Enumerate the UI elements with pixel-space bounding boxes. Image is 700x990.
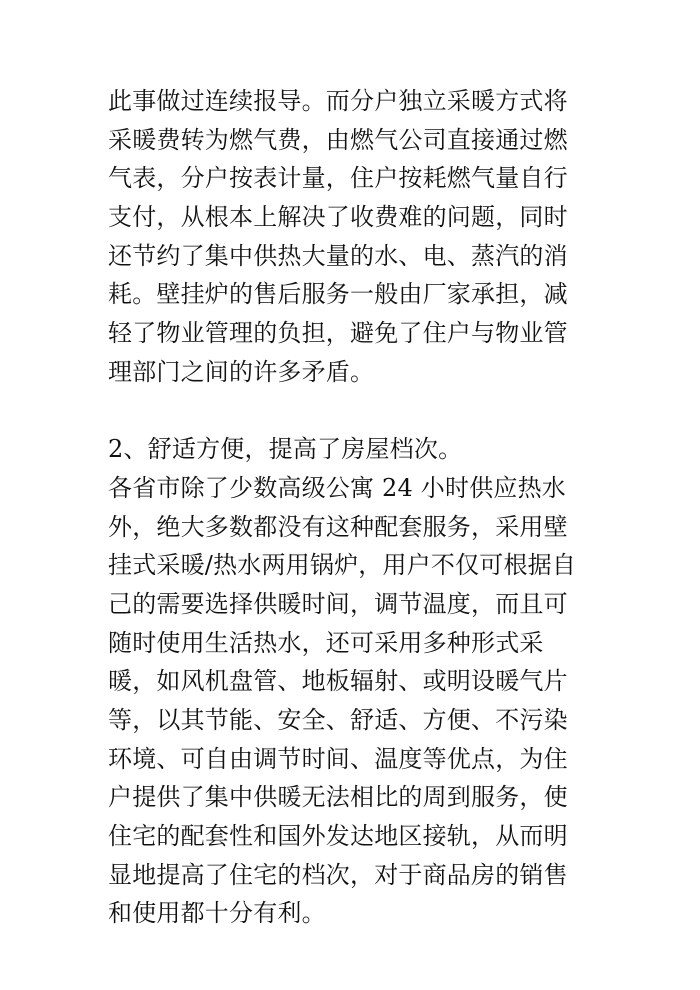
text-line: 理部门之间的许多矛盾。 [108, 357, 375, 386]
paragraph-block-2 [108, 469, 598, 933]
text-line: 挂式采暖/热水两用锅炉，用户不仅可根据自 [108, 551, 577, 580]
text-line: 此事做过连续报导。而分户独立采暖方式将 [108, 87, 568, 115]
text-line: 随时使用生活热水，还可采用多种形式采 [108, 628, 544, 657]
text-line: 轻了物业管理的负担，避免了住户与物业管 [108, 319, 568, 348]
text-line: 采暖费转为燃气费，由燃气公司直接通过燃 [108, 125, 568, 154]
paragraph-spacer [108, 392, 598, 431]
text-line: 己的需要选择供暖时间，调节温度，而且可 [108, 589, 568, 618]
text-line: 耗。壁挂炉的售后服务一般由厂家承担，减 [108, 280, 568, 309]
text-line: 还节约了集中供热大量的水、电、蒸汽的消 [108, 241, 568, 270]
text-line: 户提供了集中供暖无法相比的周到服务，使 [108, 783, 568, 812]
text-line: 和使用都十分有利。 [108, 899, 326, 928]
text-line: 暖，如风机盘管、地板辐射、或明设暖气片 [108, 667, 568, 696]
text-line: 住宅的配套性和国外发达地区接轨，从而明 [108, 822, 568, 851]
text-line: 支付，从根本上解决了收费难的问题，同时 [108, 203, 568, 232]
text-line: 显地提高了住宅的档次，对于商品房的销售 [108, 860, 568, 889]
paragraph-block-1 [108, 82, 598, 392]
text-line: 各省市除了少数高级公寓 24 小时供应热水 [108, 473, 566, 502]
text-line: 气表，分户按表计量，住户按耗燃气量自行 [108, 164, 568, 193]
text-line: 环境、可自由调节时间、温度等优点，为住 [108, 744, 568, 773]
section-heading: 2、舒适方便，提高了房屋档次。 [108, 435, 463, 464]
text-line: 等，以其节能、安全、舒适、方便、不污染 [108, 706, 568, 734]
text-line: 外，绝大多数都没有这种配套服务，采用壁 [108, 512, 568, 541]
document-page [108, 82, 598, 933]
